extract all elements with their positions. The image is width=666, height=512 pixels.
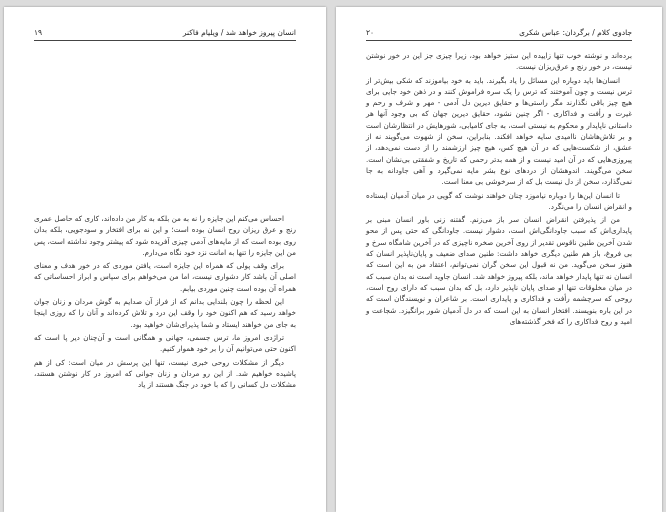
- paragraph: برای وقف پولی که همراه این جایزه است، یافتن موردی که در خور هدف و معنای اصلی آن باشد کار دشواری نیست، اما من می‌خواهم برای سپاس و ابراز احساساتی که همراه آن بوده است چنین موردی بیابم.: [34, 261, 296, 293]
- right-page: [336, 7, 662, 512]
- right-page-header: [366, 27, 632, 41]
- paragraph: تراژدی امروز ما، ترس جسمی، جهانی و همگانی است و آن‌چنان دیر پا است که اکنون حتی می‌توانیم آن را بر خود هموار کنیم.: [34, 332, 296, 354]
- paragraph: احساس می‌کنم این جایزه را نه به من بلکه به کار من داده‌اند، کاری که حاصل عمری رنج و عرق ریزان روح انسان بوده است؛ و این نه برای افتخار و سودجویی، بلکه بدان روی بوده است که از مایه‌های آدمی چیزی آفریده شود که پیشتر وجود نداشته است، پس من این جایزه را تنها به امانت نزد خود نگاه می‌دارم.: [34, 214, 296, 257]
- right-running-title: جادوی کلام / برگردان: عباس شکری: [519, 28, 632, 37]
- right-page-number: ۲۰: [366, 28, 375, 37]
- paragraph: این لحظه را چون بلندایی بدانم که از فراز آن صدایم به گوش مردان و زنان جوان خواهد رسید که هم اکنون خود را وقف این درد و تلاش کرده‌اند و آنان را که روزی اینجا به جای من خواهند ایستاد و شما پذیرای‌شان خواهید بود.: [34, 297, 296, 329]
- paragraph: تا انسان این‌ها را دوباره نیاموزد چنان خواهند نوشت که گویی در میان آدمیان ایستاده و انقراض انسان را می‌نگرد.: [366, 190, 632, 211]
- paragraph: دیگر از مشکلات روحی خبری نیست، تنها این پرسش در میان است: کی از هم پاشیده خواهیم شد. از این رو مردان و زنان جوانی که امروز در کار نوشتن هستند، مشکلات دل کسانی را که با خود در جنگ هستند از یاد: [34, 357, 296, 390]
- left-page-header: [34, 27, 296, 41]
- left-page-body: [34, 213, 296, 392]
- left-page: [4, 7, 326, 512]
- left-page-number: ۱۹: [34, 28, 43, 37]
- left-running-title: انسان پیروز خواهد شد / ویلیام فاکنر: [182, 28, 296, 37]
- paragraph: برده‌اند و نوشته خوب تنها زاییده این ستیز خواهد بود، زیرا چیزی جز این در خور نوشتن نیست، در خور رنج و عرق‌ریزان نیست.: [366, 51, 632, 72]
- paragraph: من از پذیرفتن انقراض انسان سر باز می‌زنم. گفتنه زنی باور انسان مبنی بر پایداری‌اش که سبب جاودانگی‌اش است، دشوار نیست. جاودانگی که حتی پس از محو شدن آخرین طنین ناقوس تقدیر از روی آخرین صخره ناچیزی که در آخرین شامگاه سرخ و بی فروغ، باز هم طنین دیگری خواهد داشت: طنین صدای ضعیف و پایان‌ناپذیر انسان که هنوز سخن می‌گوید. من نه قبول این سخن گران نمی‌توانم، اعتقاد من به این است که انسان نه تنها پایدار خواهد ماند، بلکه پیروز خواهد شد. انسان جاوید است نه بدان سبب که در میان مخلوقات تنها او صدای پایان ناپذیر دارد، بل که بدان سبب که دارای روح است، روحی که سرچشمه رأفت و فداکاری و پایداری است. بر شاعران و نویسندگان است که در این باره بنویسند. افتخار انسان به این است که در دل آدمیان شور برانگیزد. شجاعت و امید و روح فداکاری را که فخر گذشته‌های: [366, 215, 632, 326]
- paragraph: انسان‌ها باید دوباره این مسائل را یاد بگیرند. باید به خود بیاموزند که شکی بیش‌تر از ترس نیست و چون آموختند که ترس را یک سره فراموش کنند و در ذهن خود جایی برای هیچ چیز باقی نگذارند مگر راستی‌ها و حقایق دیرین دل آدمی - مهر و شرف و رحم و غیرت و رأفت و فداکاری - اگر چنین نشود، حقایق دیرین جهان که بی وجود آنها هر داستانی ناپایدار و محکوم به نیستی است، به جای کامیابی، شورهایش در انتظارشان است و بر تلاش‌هاشان ناامیدی سایه خواهد افکند. بنابراین، سخن از شهوت می‌گویند نه از عشق، از شکست‌هایی که در آن هیچ کس، هیچ چیز ارزشمند را از دست نمی‌دهد، از پیروزی‌هایی که در آن امید نیست و از همه بدتر رحمی که تاریخ و شفقتی بی‌نشان است. سخن می‌گویند. اندوهشان از دردهای نوع بشر مایه نمی‌گیرد و آهی جاودانه به جا نمی‌گذارد، سخن از دل نیست بل که از سرخوشی بی معنا است.: [366, 75, 632, 187]
- right-page-body: [366, 50, 632, 329]
